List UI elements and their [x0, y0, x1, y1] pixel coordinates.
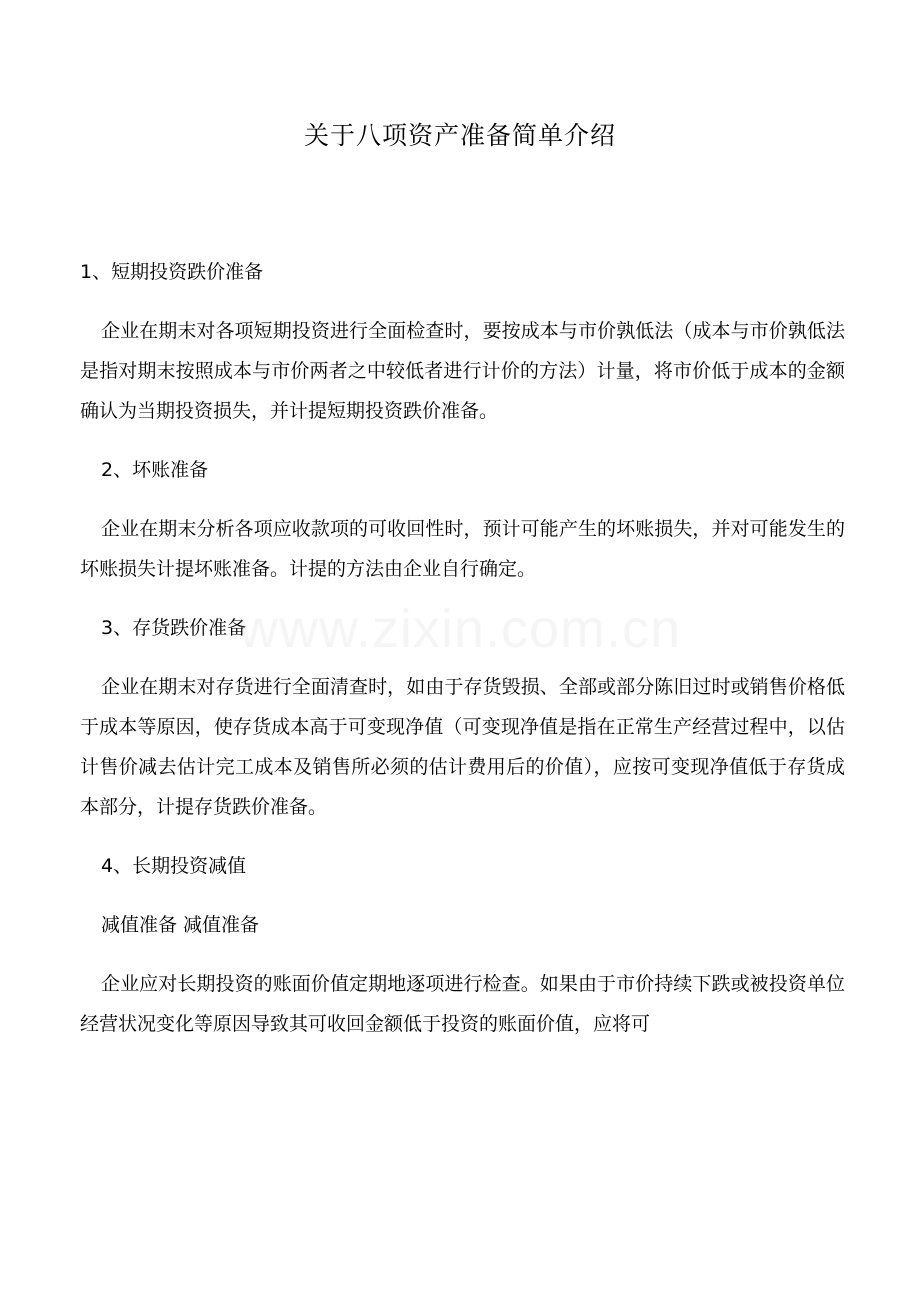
- section-heading-4: 4、长期投资减值: [101, 855, 247, 877]
- section-heading-1: 1、短期投资跌价准备: [80, 261, 264, 283]
- paragraph-4: 企业应对长期投资的账面价值定期地逐项进行检查。如果由于市价持续下跌或被投资单位经营状况变化等原因导致其可收回金额低于投资的账面价值，应将可: [80, 973, 845, 1035]
- paragraph-1: 企业在期末对各项短期投资进行全面检查时，要按成本与市价孰低法（成本与市价孰低法是指对期末按照成本与市价两者之中较低者进行计价的方法）计量，将市价低于成本的金额确认为当期投资损失，并计提短期投资跌价准备。: [80, 320, 845, 422]
- paragraph-3: 企业在期末对存货进行全面清查时，如由于存货毁损、全部或部分陈旧过时或销售价格低于成本等原因，使存货成本高于可变现净值（可变现净值是指在正常生产经营过程中，以估计售价减去估计完工成本及销售所必须的估计费用后的价值），应按可变现净值低于存货成本部分，计提存货跌价准备。: [80, 676, 845, 818]
- subheading-4: 减值准备 减值准备: [101, 914, 260, 936]
- section-heading-2: 2、坏账准备: [101, 459, 209, 481]
- document-title: 关于八项资产准备简单介绍: [303, 121, 616, 150]
- watermark: www.zixin.com.cn: [238, 599, 682, 659]
- paragraph-2: 企业在期末分析各项应收款项的可收回性时，预计可能产生的坏账损失，并对可能发生的坏账损失计提坏账准备。计提的方法由企业自行确定。: [80, 518, 845, 580]
- document-body: [80, 252, 845, 1063]
- section-heading-3: 3、存货跌价准备: [101, 617, 247, 639]
